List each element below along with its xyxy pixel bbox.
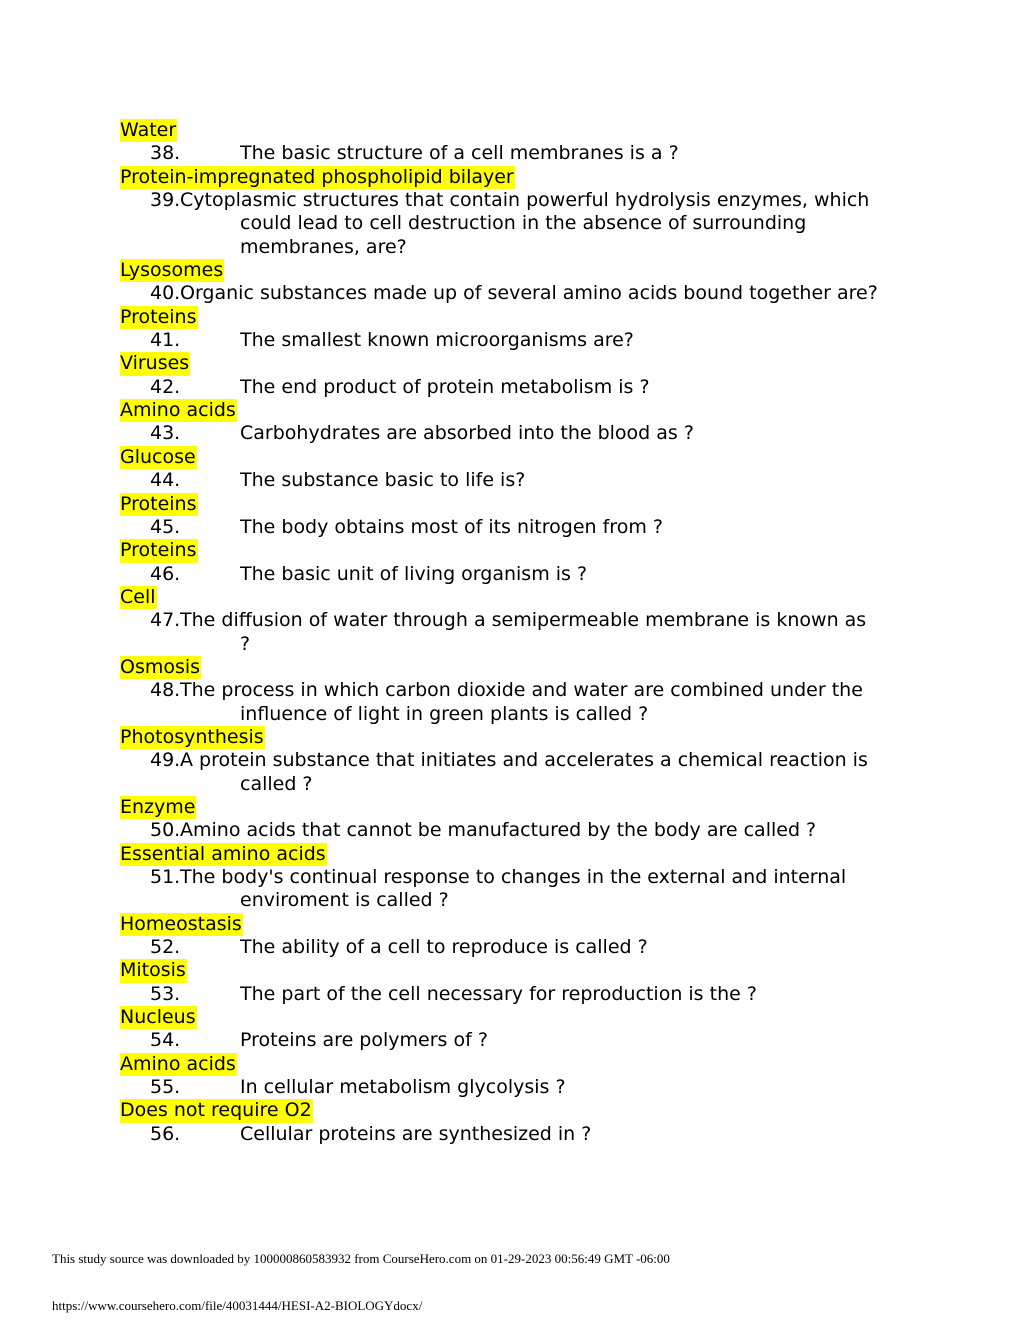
question-number: 43. [150, 422, 181, 445]
answer-highlight: Protein-impregnated phospholipid bilayer [120, 165, 514, 188]
answer-highlight: Nucleus [120, 1006, 196, 1029]
question-text: Proteins are polymers of ? [240, 1029, 488, 1052]
question-text: The part of the cell necessary for reproduction is the ? [240, 982, 757, 1005]
question-number: 49. [150, 749, 181, 772]
question-text: The end product of protein metabolism is ? [240, 375, 650, 398]
question-number: 53. [150, 982, 181, 1005]
answer-highlight: Photosynthesis [120, 725, 264, 748]
answer-highlight: Cell [120, 585, 156, 608]
question-item [120, 679, 880, 726]
question-text: The body's continual response to changes in the external and internal enviroment is called ? [180, 866, 847, 912]
question-text: The substance basic to life is? [240, 469, 526, 492]
question-text: The process in which carbon dioxide and water are combined under the influence of light in green plants is called ? [180, 679, 863, 725]
question-text: The smallest known microorganisms are? [240, 329, 634, 352]
question-item [120, 936, 880, 959]
question-number: 52. [150, 936, 181, 959]
question-text: The ability of a cell to reproduce is called ? [240, 936, 648, 959]
question-number: 38. [150, 142, 181, 165]
question-number: 50. [150, 819, 181, 842]
question-item [120, 422, 880, 445]
question-number: 51. [150, 866, 181, 888]
question-text: The diffusion of water through a semipermeable membrane is known as ? [180, 609, 867, 655]
footer-url: https://www.coursehero.com/file/40031444/HESI-A2-BIOLOGYdocx/ [52, 1298, 423, 1313]
question-number: 41. [150, 329, 181, 352]
answer-highlight: Enzyme [120, 795, 196, 818]
question-text: Cellular proteins are synthesized in ? [240, 1122, 592, 1145]
question-number: 55. [150, 1076, 181, 1099]
answer-highlight: Glucose [120, 445, 196, 468]
question-item [120, 329, 880, 352]
question-item [120, 866, 880, 913]
question-item [120, 142, 880, 165]
answer-highlight: Essential amino acids [120, 842, 326, 865]
question-text: The body obtains most of its nitrogen from ? [240, 515, 663, 538]
answer-highlight: Water [120, 119, 177, 141]
question-item [120, 469, 880, 492]
question-number: 46. [150, 562, 181, 585]
question-text: The basic unit of living organism is ? [240, 562, 588, 585]
question-text: Organic substances made up of several amino acids bound together are? [180, 282, 878, 305]
question-number: 54. [150, 1029, 181, 1052]
question-item [120, 516, 880, 539]
question-item [120, 819, 880, 842]
question-text: Cytoplasmic structures that contain powerful hydrolysis enzymes, which could lead to cell destruction in the absence of surrounding membranes, are? [180, 189, 870, 258]
question-item [120, 749, 880, 796]
question-item [120, 189, 880, 259]
question-number: 56. [150, 1122, 181, 1145]
answer-highlight: Proteins [120, 539, 197, 562]
answer-highlight: Proteins [120, 492, 197, 515]
answer-highlight: Osmosis [120, 655, 201, 678]
question-number: 47. [150, 609, 181, 632]
question-text: Carbohydrates are absorbed into the blood as ? [240, 422, 694, 445]
question-text: The basic structure of a cell membranes is a ? [240, 142, 679, 165]
answer-highlight: Homeostasis [120, 912, 242, 935]
question-text: Amino acids that cannot be manufactured by the body are called ? [180, 819, 817, 842]
question-number: 48. [150, 679, 181, 702]
question-number: 42. [150, 375, 181, 398]
question-number: 40. [150, 282, 181, 305]
question-item [120, 1076, 880, 1099]
question-item [120, 609, 880, 656]
answer-highlight: Proteins [120, 305, 197, 328]
question-item [120, 376, 880, 399]
document-body [120, 119, 880, 1146]
question-item [120, 1029, 880, 1052]
answer-highlight: Amino acids [120, 1052, 236, 1075]
answer-highlight: Mitosis [120, 959, 186, 982]
question-item [120, 1123, 880, 1146]
footer-source-notice: This study source was downloaded by 100000860583932 from CourseHero.com on 01-29-2023 00:56:49 GMT -06:00 [52, 1251, 670, 1266]
question-item [120, 983, 880, 1006]
question-item [120, 563, 880, 586]
answer-highlight: Viruses [120, 352, 190, 375]
question-number: 45. [150, 515, 181, 538]
question-item [120, 282, 880, 305]
question-number: 44. [150, 469, 181, 492]
question-text: In cellular metabolism glycolysis ? [240, 1076, 566, 1099]
question-text: A protein substance that initiates and accelerates a chemical reaction is called ? [180, 749, 868, 795]
answer-highlight: Lysosomes [120, 259, 224, 282]
answer-highlight: Amino acids [120, 399, 236, 422]
answer-highlight: Does not require O2 [120, 1099, 312, 1122]
question-number: 39. [150, 189, 181, 212]
